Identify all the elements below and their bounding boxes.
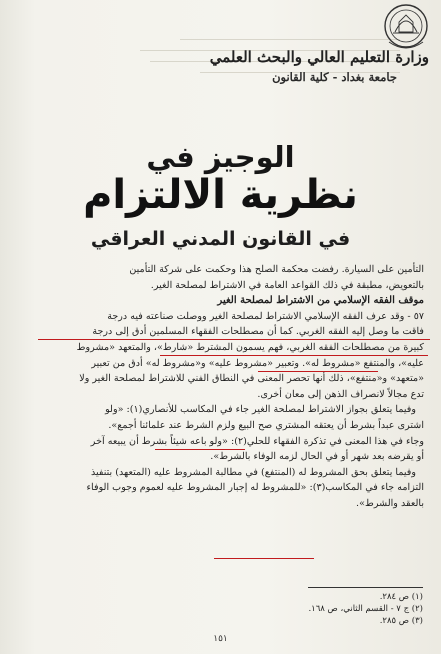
ministry-name: وزارة التعليم العالي والبحث العلمي (209, 48, 429, 66)
text-line: بالعقد والشرط». (356, 497, 424, 509)
page-number: ١٥١ (213, 634, 228, 644)
red-underline-mark (160, 355, 428, 356)
text-line: وفيما يتعلق بحق المشروط له (المنتفع) في مطالبة المشروط عليه (المتعهد) بتنفيذ (90, 466, 416, 478)
red-underline-mark (258, 371, 378, 372)
footnote-item: (١) ص ٢٨٤. (379, 592, 423, 602)
text-line-underlined: كبيرة من مصطلحات الفقه الغربي، فهم يسمون المشترط «شارط»، والمتعهد «مشروط (76, 341, 424, 353)
text-line: بالتعويض، مطبقة في ذلك القواعد العامة في الاشتراط لمصلحة الغير. (150, 279, 424, 291)
section-heading: موقف الفقه الإسلامي من الاشتراط لمصلحة الغير (217, 295, 424, 307)
text-line-underlined: فاقت ما وصل إليه الفقه الغربي. كما أن مصطلحات الفقهاء المسلمين أدق إلى درجة (92, 326, 424, 338)
text-line: عليه»، والمنتفع «مشروط له». وتعبير «مشروط عليه» و«مشروط له» أدق من تعبير (91, 357, 424, 369)
body-text (36, 262, 424, 512)
red-underline-mark (214, 558, 314, 559)
text-line-underlined: التزامه جاء في المكاسب(٣): «للمشروط له إجبار المشروط عليه لعموم وجوب الوفاء (86, 482, 424, 494)
text-line-underlined: وفيما يتعلق بجواز الاشتراط لمصلحة الغير جاء في المكاسب للأنصاري(١): «ولو (105, 404, 416, 416)
text-line: اشترى عبداً بشرط أن يعتقه المشتري صح البيع ولزم الشرط عند علمائنا أجمع». (108, 419, 424, 431)
text-line-underlined: ٥٧ - وقد عرف الفقه الإسلامي الاشتراط لمصلحة الغير ووصلت صناعته فيه درجة (107, 310, 424, 322)
footnote-separator (308, 587, 423, 588)
text-line: «متعهد» و«منتفع»، ذلك أنها تحصر المعنى في النطاق الفني للاشتراط لمصلحة الغير ولا (79, 373, 424, 385)
footnote-item: (٢) ج ٧ - القسم الثاني، ص ١٦٨. (308, 604, 423, 614)
book-title-main: نظرية الالتزام (83, 172, 358, 218)
red-underline-mark (38, 339, 430, 340)
text-line: أو يقرضه بعد شهر أو في الحال لزمه الوفاء بالشرط». (210, 451, 424, 463)
text-line: التأمين على السيارة. رفضت محكمة الصلح هذا وحكمت على شركة التأمين (129, 264, 424, 275)
footnotes (223, 591, 423, 627)
text-line: وجاء في هذا المعنى في تذكرة الفقهاء للحلي(٢): «ولو باعه شيئاً بشرط أن يبيعه آخر (90, 435, 424, 447)
footnote-item: (٣) ص ٢٨٥. (379, 616, 423, 626)
book-title-line1: الوجيز في (146, 140, 295, 174)
book-subtitle: في القانون المدني العراقي (90, 228, 351, 250)
text-line: تدع مجالاً لانصراف الذهن إلى معان أخرى. (257, 388, 424, 400)
red-underline-mark (155, 449, 245, 450)
college-name: جامعة بغداد - كلية القانون (272, 70, 397, 84)
